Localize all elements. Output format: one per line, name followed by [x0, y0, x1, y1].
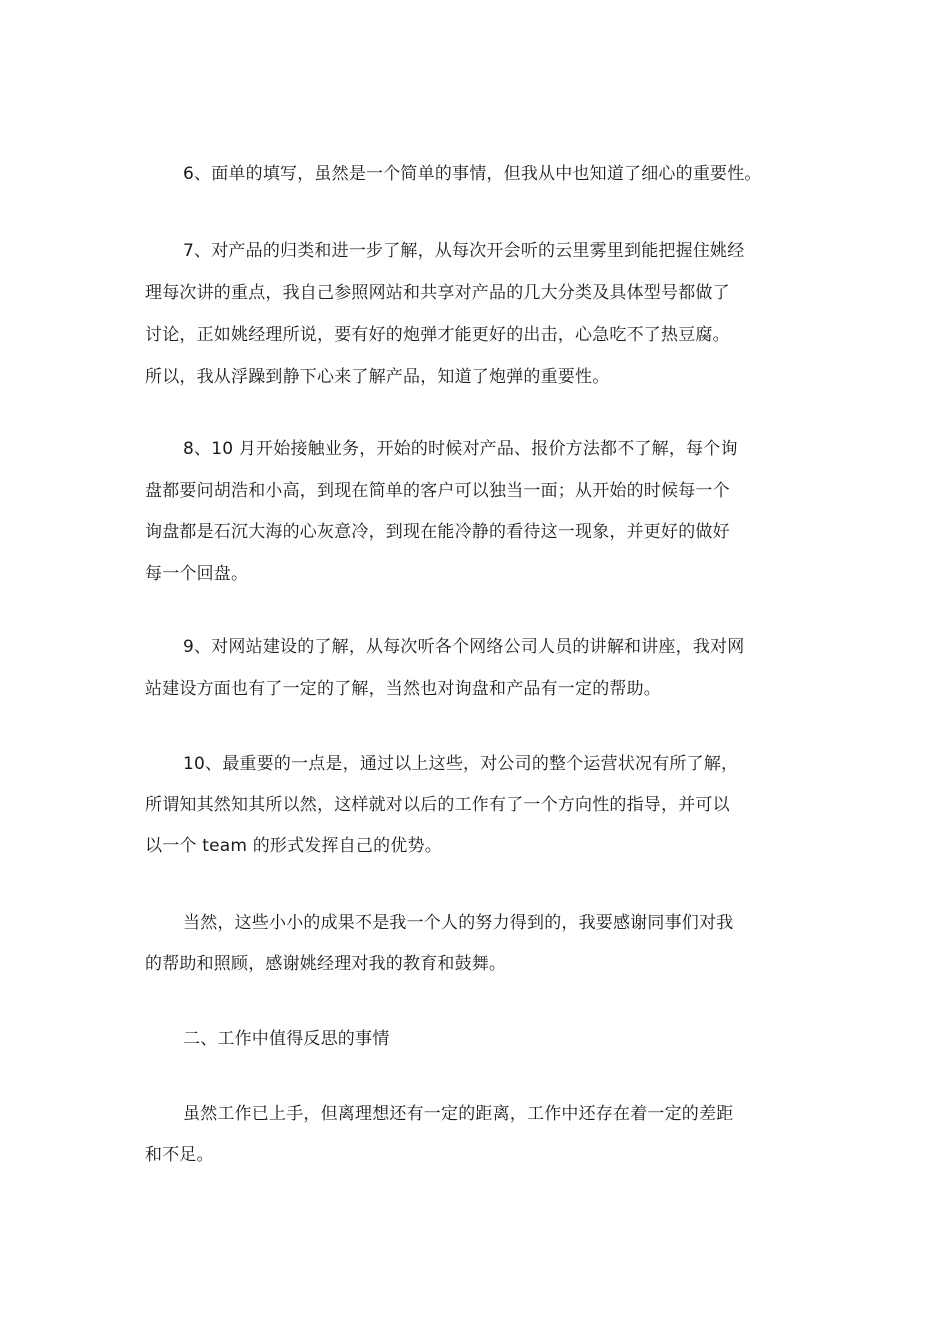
paragraph-8-line-3: 询盘都是石沉大海的心灰意冷，到现在能冷静的看待这一现象，并更好的做好 [145, 522, 730, 542]
thanks-paragraph-line-2: 的帮助和照顾，感谢姚经理对我的教育和鼓舞。 [145, 954, 507, 974]
paragraph-10-line-3: 以一个 team 的形式发挥自己的优势。 [145, 836, 442, 856]
paragraph-6-line-1: 6、面单的填写，虽然是一个简单的事情，但我从中也知道了细心的重要性。 [183, 164, 762, 184]
paragraph-9-line-1: 9、对网站建设的了解，从每次听各个网络公司人员的讲解和讲座，我对网 [183, 637, 745, 657]
paragraph-7-line-3: 讨论，正如姚经理所说，要有好的炮弹才能更好的出击，心急吃不了热豆腐。 [145, 325, 730, 345]
thanks-paragraph-line-1: 当然，这些小小的成果不是我一个人的努力得到的，我要感谢同事们对我 [183, 913, 734, 933]
gap-paragraph-line-1: 虽然工作已上手，但离理想还有一定的距离，工作中还存在着一定的差距 [183, 1104, 734, 1124]
paragraph-10-line-1: 10、最重要的一点是，通过以上这些，对公司的整个运营状况有所了解， [183, 754, 739, 774]
paragraph-7-line-1: 7、对产品的归类和进一步了解，从每次开会听的云里雾里到能把握住姚经 [183, 241, 745, 261]
paragraph-10-line-2: 所谓知其然知其所以然，这样就对以后的工作有了一个方向性的指导，并可以 [145, 795, 730, 815]
gap-paragraph-line-2: 和不足。 [145, 1145, 214, 1165]
section-heading-reflection: 二、工作中值得反思的事情 [183, 1029, 390, 1049]
paragraph-8-line-1: 8、10 月开始接触业务，开始的时候对产品、报价方法都不了解，每个询 [183, 439, 738, 459]
paragraph-7-line-4: 所以，我从浮躁到静下心来了解产品，知道了炮弹的重要性。 [145, 367, 610, 387]
paragraph-8-line-2: 盘都要问胡浩和小高，到现在简单的客户可以独当一面；从开始的时候每一个 [145, 481, 730, 501]
paragraph-7-line-2: 理每次讲的重点，我自己参照网站和共享对产品的几大分类及具体型号都做了 [145, 283, 730, 303]
paragraph-9-line-2: 站建设方面也有了一定的了解，当然也对询盘和产品有一定的帮助。 [145, 679, 661, 699]
paragraph-8-line-4: 每一个回盘。 [145, 564, 249, 584]
